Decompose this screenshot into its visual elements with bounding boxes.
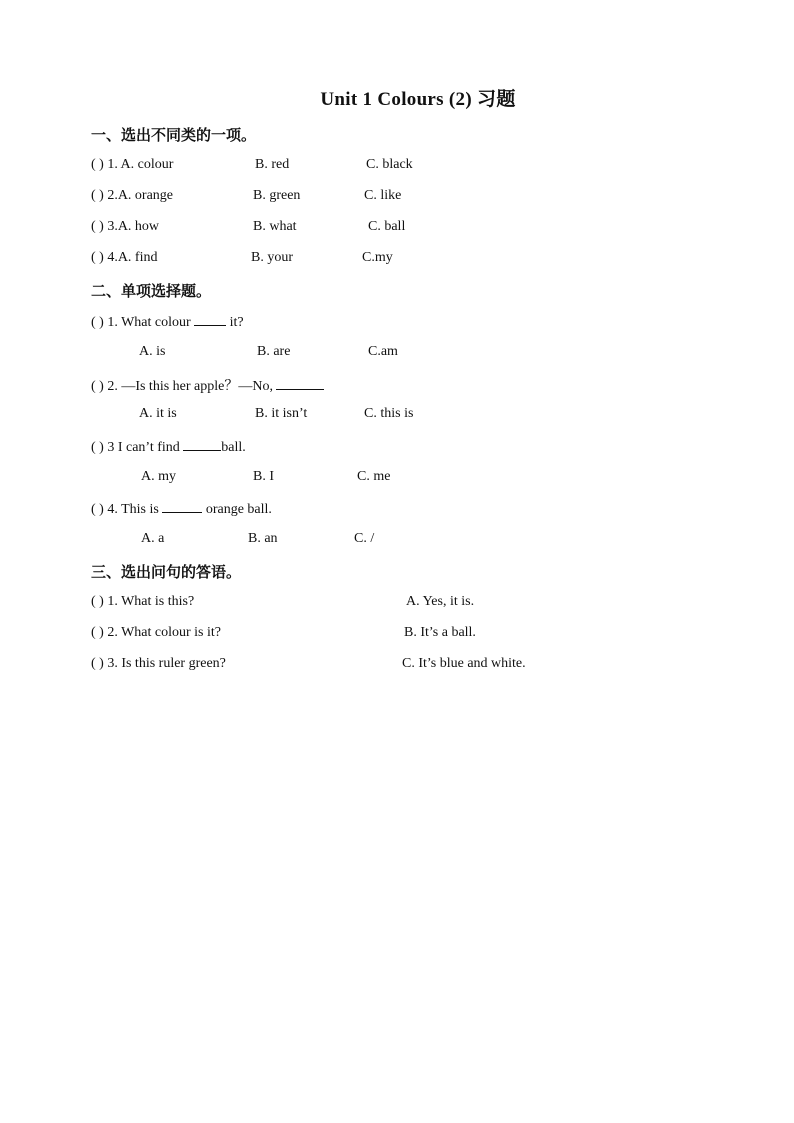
s2-q3-stem xyxy=(91,438,246,456)
s1-q3-option-b: B. what xyxy=(253,219,297,234)
s2-q4-text-after: orange ball. xyxy=(202,502,272,517)
s1-q1-stem: ( ) 1. A. colour xyxy=(91,157,174,172)
s3-q2-question: ( ) 2. What colour is it? xyxy=(91,625,221,640)
answer-blank xyxy=(162,500,202,513)
s1-q4-option-b: B. your xyxy=(251,250,293,265)
s2-q2-text-before: ( ) 2. —Is this her apple？—No, xyxy=(91,379,277,394)
s3-q1-question: ( ) 1. What is this? xyxy=(91,594,195,609)
s2-q4-stem xyxy=(91,500,272,518)
answer-blank xyxy=(194,313,226,326)
s2-q4-option-a: A. a xyxy=(141,531,165,546)
s2-q3-text-after: ball. xyxy=(221,440,246,455)
s1-q3-option-c: C. ball xyxy=(368,219,406,234)
s2-q3-option-a: A. my xyxy=(141,469,176,484)
s2-q1-option-c: C.am xyxy=(368,344,398,359)
page-title: Unit 1 Colours (2) 习题 xyxy=(320,89,516,110)
s1-q4-stem: ( ) 4.A. find xyxy=(91,250,158,265)
s2-q4-option-c: C. / xyxy=(354,531,375,546)
s2-q1-option-a: A. is xyxy=(139,344,166,359)
section-3-title: 三、选出问句的答语。 xyxy=(91,563,242,581)
s2-q1-text-before: ( ) 1. What colour xyxy=(91,315,195,330)
s2-q1-option-b: B. are xyxy=(257,344,291,359)
answer-blank xyxy=(183,438,221,451)
s1-q1-option-c: C. black xyxy=(366,157,413,172)
s3-answer-b: B. It’s a ball. xyxy=(404,625,476,640)
s1-q2-stem: ( ) 2.A. orange xyxy=(91,188,174,203)
s1-q2-option-c: C. like xyxy=(364,188,402,203)
s2-q3-option-b: B. I xyxy=(253,469,274,484)
s2-q3-option-c: C. me xyxy=(357,469,391,484)
s2-q1-stem xyxy=(91,313,244,331)
section-2-title: 二、单项选择题。 xyxy=(91,282,212,300)
section-1-title: 一、选出不同类的一项。 xyxy=(91,126,257,144)
s3-answer-c: C. It’s blue and white. xyxy=(402,656,526,671)
s2-q4-option-b: B. an xyxy=(248,531,278,546)
s2-q2-option-c: C. this is xyxy=(364,406,414,421)
s2-q3-text-before: ( ) 3 I can’t find xyxy=(91,440,184,455)
s2-q2-option-a: A. it is xyxy=(139,406,177,421)
s3-q3-question: ( ) 3. Is this ruler green? xyxy=(91,656,226,671)
s2-q1-text-after: it? xyxy=(226,315,244,330)
s1-q1-option-b: B. red xyxy=(255,157,290,172)
s1-q4-option-c: C.my xyxy=(362,250,393,265)
s2-q4-text-before: ( ) 4. This is xyxy=(91,502,163,517)
answer-blank xyxy=(276,377,324,390)
s3-answer-a: A. Yes, it is. xyxy=(406,594,475,609)
s1-q3-stem: ( ) 3.A. how xyxy=(91,219,160,234)
s2-q2-option-b: B. it isn’t xyxy=(255,406,308,421)
s1-q2-option-b: B. green xyxy=(253,188,301,203)
s2-q2-stem xyxy=(91,375,324,395)
